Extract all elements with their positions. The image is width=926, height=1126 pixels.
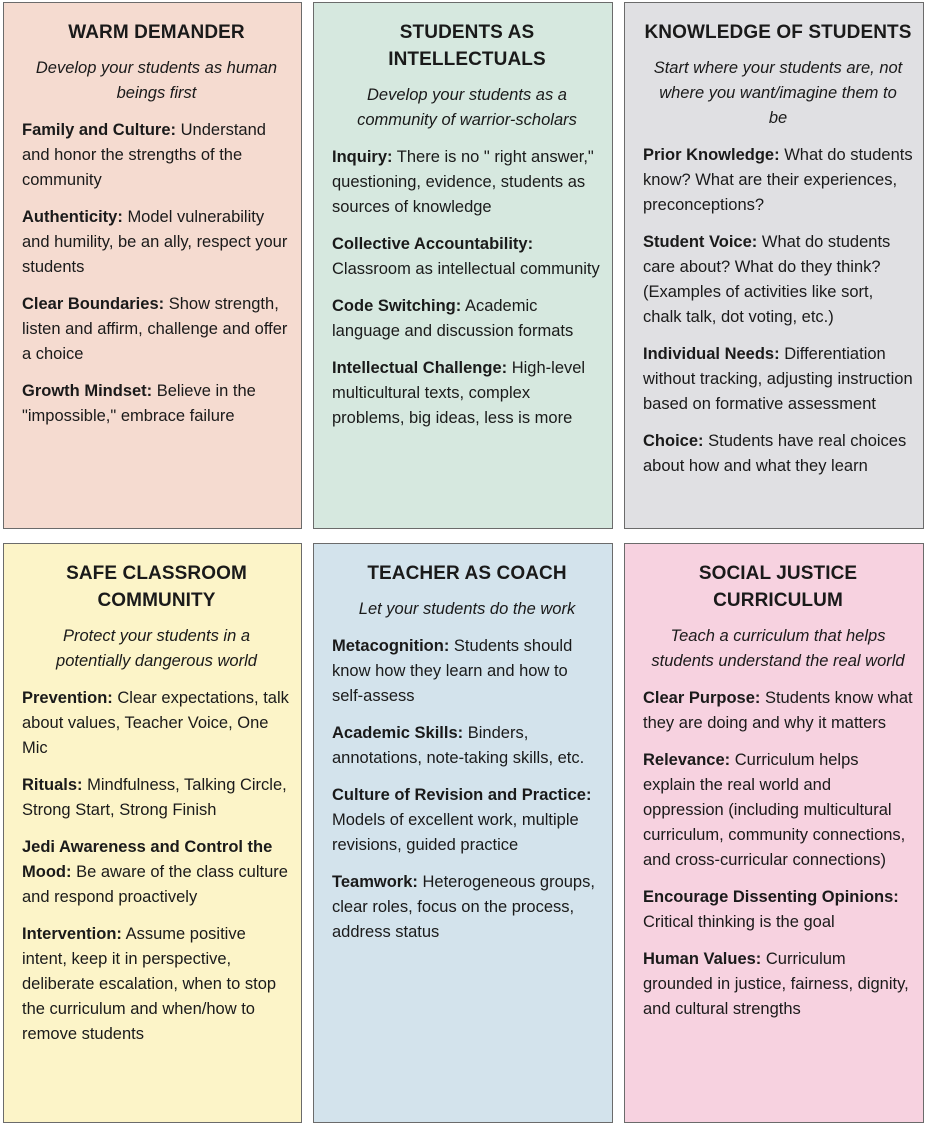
item-term: Inquiry: [332,148,393,166]
item-text: Students should know how they learn and how to self-assess [332,637,573,705]
item-term: Rituals: [22,776,83,794]
list-item [22,686,291,761]
item-text: Curriculum helps explain the real world and oppression (including multicultural curriculum, community connections, and cross-curricular connections) [643,751,906,869]
card-title: WARM DEMANDER [68,22,245,43]
list-item [332,783,602,858]
item-text: Assume positive intent, keep it in perspective, deliberate escalation, when to stop the curriculum and when/how to remove students [22,925,277,1043]
card-students-as-intellectuals [313,2,613,529]
item-term: Prevention: [22,689,113,707]
card-title: TEACHER AS COACH [367,563,567,584]
item-term: Intellectual Challenge: [332,359,508,377]
list-item [643,230,913,330]
list-item [22,118,291,193]
list-item [22,379,291,429]
list-item [332,232,602,282]
item-term: Authenticity: [22,208,123,226]
list-item [332,356,602,431]
list-item [22,922,291,1047]
list-item [643,885,913,935]
list-item [643,748,913,873]
item-term: Human Values: [643,950,762,968]
item-text: Students know what they are doing and why it matters [643,689,913,732]
list-item [22,205,291,280]
item-text: Curriculum grounded in justice, fairness, dignity, and cultural strengths [643,950,909,1018]
card-subtitle: Start where your students are, not where you want/imagine them to be [653,59,903,127]
item-text: Understand and honor the strengths of the community [22,121,266,189]
list-item [22,835,291,910]
item-text: Be aware of the class culture and respond proactively [22,863,288,906]
card-subtitle: Protect your students in a potentially dangerous world [56,627,257,670]
item-term: Culture of Revision and Practice: [332,786,592,804]
card-warm-demander [3,2,302,529]
card-teacher-as-coach [313,543,613,1123]
item-term: Code Switching: [332,297,462,315]
item-text: Academic language and discussion formats [332,297,574,340]
card-subtitle: Develop your students as a community of warrior-scholars [357,86,577,129]
item-term: Student Voice: [643,233,758,251]
card-subtitle: Teach a curriculum that helps students understand the real world [651,627,905,670]
list-item [332,145,602,220]
item-term: Individual Needs: [643,345,780,363]
card-title: SAFE CLASSROOM COMMUNITY [66,563,247,611]
item-term: Academic Skills: [332,724,464,742]
item-term: Clear Boundaries: [22,295,165,313]
item-text: Clear expectations, talk about values, Teacher Voice, One Mic [22,689,289,757]
item-term: Encourage Dissenting Opinions: [643,888,899,906]
item-term: Teamwork: [332,873,418,891]
item-text: What do students know? What are their experiences, preconceptions? [643,146,913,214]
card-title: SOCIAL JUSTICE CURRICULUM [698,563,858,611]
list-item [643,429,913,479]
item-term: Family and Culture: [22,121,177,139]
item-text: Heterogeneous groups, clear roles, focus on the process, address status [332,873,595,941]
item-text: Differentiation without tracking, adjusting instruction based on formative assessment [643,345,913,413]
card-title: KNOWLEDGE OF STUDENTS [644,22,912,43]
list-item [22,773,291,823]
item-term: Clear Purpose: [643,689,761,707]
list-item [22,292,291,367]
card-safe-classroom-community [3,543,302,1123]
list-item [332,634,602,709]
item-text: Models of excellent work, multiple revisions, guided practice [332,811,579,854]
item-text: Model vulnerability and humility, be an ally, respect your students [22,208,288,276]
item-term: Collective Accountability: [332,235,534,253]
item-text: There is no " right answer," questioning, evidence, students as sources of knowledge [332,148,594,216]
item-term: Choice: [643,432,704,450]
list-item [332,870,602,945]
list-item [643,143,913,218]
card-subtitle: Let your students do the work [358,600,576,618]
item-term: Metacognition: [332,637,450,655]
item-term: Jedi Awareness and Control the Mood: [22,838,273,881]
item-term: Prior Knowledge: [643,146,780,164]
list-item [643,686,913,736]
item-text: Show strength, listen and affirm, challenge and offer a choice [22,295,288,363]
card-knowledge-of-students [624,2,924,529]
item-text: Critical thinking is the goal [643,913,835,931]
card-social-justice-curriculum [624,543,924,1123]
list-item [643,947,913,1022]
item-text: What do students care about? What do they think? (Examples of activities like sort, chalk talk, dot voting, etc.) [643,233,891,326]
item-text: Classroom as intellectual community [332,260,600,278]
item-term: Relevance: [643,751,731,769]
list-item [332,721,602,771]
item-text: Believe in the "impossible," embrace failure [22,382,256,425]
item-term: Growth Mindset: [22,382,153,400]
item-text: Mindfulness, Talking Circle, Strong Start, Strong Finish [22,776,287,819]
item-text: High-level multicultural texts, complex problems, big ideas, less is more [332,359,586,427]
card-title: STUDENTS AS INTELLECTUALS [388,22,546,70]
item-text: Students have real choices about how and what they learn [643,432,907,475]
item-text: Binders, annotations, note-taking skills, etc. [332,724,585,767]
list-item [332,294,602,344]
item-term: Intervention: [22,925,122,943]
list-item [643,342,913,417]
card-subtitle: Develop your students as human beings first [35,59,278,102]
